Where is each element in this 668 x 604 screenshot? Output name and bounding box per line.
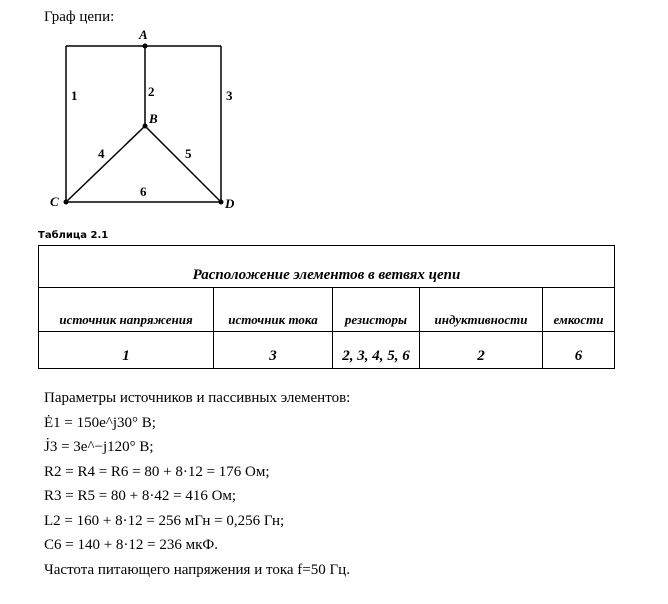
- node-label-c: C: [50, 194, 59, 209]
- branch-label-1: 1: [71, 88, 78, 103]
- header-current-source: источник тока: [214, 288, 333, 332]
- node-d: [219, 200, 224, 205]
- value-capacitances: 6: [543, 332, 615, 369]
- value-voltage-source: 1: [39, 332, 214, 369]
- branch-5: [145, 126, 221, 202]
- formula-j3: J̇3 = 3e^−j120° В;: [44, 439, 154, 455]
- table-caption: Таблица 2.1: [38, 230, 109, 241]
- circuit-graph: [0, 0, 260, 220]
- branch-label-6: 6: [140, 184, 147, 199]
- formula-r246: R2 = R4 = R6 = 80 + 8·12 = 176 Ом;: [44, 463, 270, 480]
- node-label-a: A: [139, 27, 148, 42]
- node-label-b: B: [149, 111, 158, 126]
- frequency-text: Частота питающего напряжения и тока f=50 Гц.: [44, 561, 350, 578]
- value-resistors: 2, 3, 4, 5, 6: [333, 332, 420, 369]
- branch-label-3: 3: [226, 88, 233, 103]
- header-resistors: резисторы: [333, 288, 420, 332]
- elements-table: [38, 245, 615, 369]
- node-b: [143, 124, 148, 129]
- graph-title: Граф цепи:: [44, 9, 115, 25]
- branch-4: [66, 126, 145, 202]
- header-capacitances: емкости: [543, 288, 615, 332]
- formula-r35: R3 = R5 = 80 + 8·42 = 416 Ом;: [44, 488, 237, 504]
- header-inductances: индуктивности: [420, 288, 543, 332]
- formula-e1: Ė1 = 150e^j30° В;: [44, 414, 156, 431]
- branch-label-4: 4: [98, 146, 105, 161]
- branch-label-2: 2: [148, 84, 155, 99]
- value-current-source: 3: [214, 332, 333, 369]
- value-inductances: 2: [420, 332, 543, 369]
- node-a: [143, 44, 148, 49]
- formula-l2: L2 = 160 + 8·12 = 256 мГн = 0,256 Гн;: [44, 512, 285, 529]
- node-label-d: D: [225, 196, 235, 211]
- table-title: Расположение элементов в ветвях цепи: [39, 246, 615, 288]
- parameters: [44, 386, 350, 582]
- node-c: [64, 200, 69, 205]
- formula-c6: C6 = 140 + 8·12 = 236 мкФ.: [44, 537, 219, 553]
- branch-label-5: 5: [185, 146, 192, 161]
- params-title: Параметры источников и пассивных элементов:: [44, 390, 351, 406]
- header-voltage-source: источник напряжения: [39, 288, 214, 332]
